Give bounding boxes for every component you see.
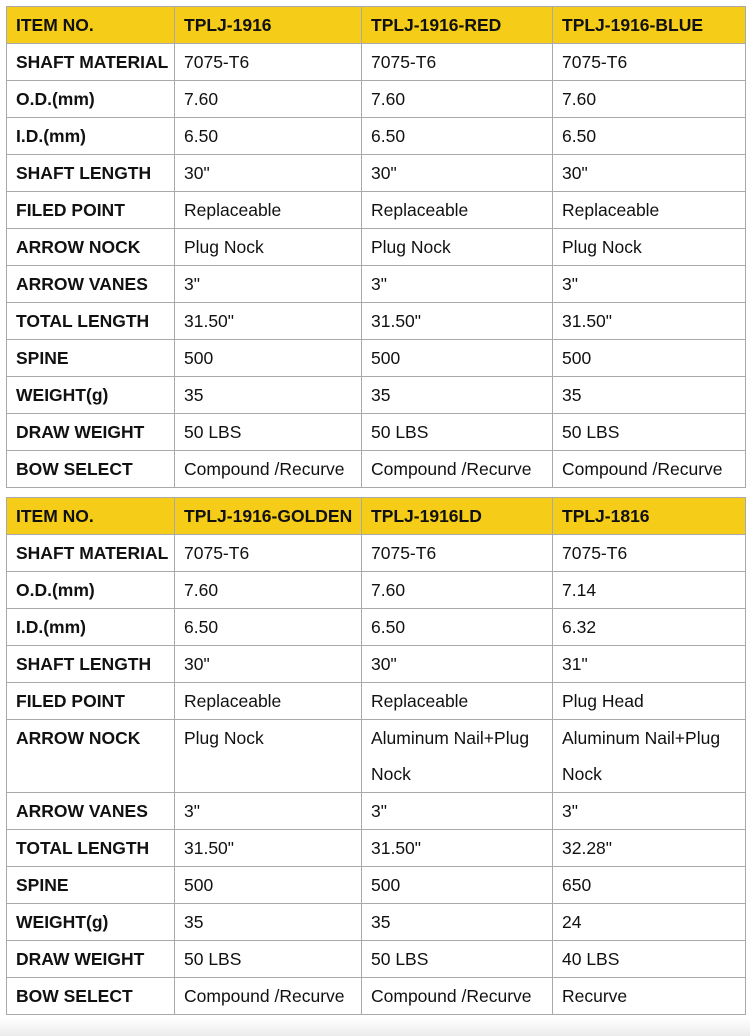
- value-cell: 7.60: [553, 81, 746, 118]
- value-cell: TPLJ-1916LD: [362, 498, 553, 535]
- value-cell: 500: [553, 340, 746, 377]
- table-row: [7, 266, 746, 303]
- value-cell: 500: [362, 340, 553, 377]
- value-cell: 31.50": [553, 303, 746, 340]
- value-cell: 24: [553, 904, 746, 941]
- value-cell: TPLJ-1916-BLUE: [553, 7, 746, 44]
- value-cell: 30": [362, 646, 553, 683]
- value-cell: 35: [553, 377, 746, 414]
- value-cell: Aluminum Nail+Plug Nock: [553, 720, 746, 793]
- table-row: [7, 720, 746, 793]
- value-cell: 35: [175, 904, 362, 941]
- row-label-cell: SHAFT MATERIAL: [7, 535, 175, 572]
- value-cell: Aluminum Nail+Plug Nock: [362, 720, 553, 793]
- table-row: [7, 340, 746, 377]
- value-cell: 35: [362, 377, 553, 414]
- row-label-cell: ITEM NO.: [7, 7, 175, 44]
- row-label-cell: O.D.(mm): [7, 81, 175, 118]
- table-row: [7, 44, 746, 81]
- value-cell: 3": [175, 266, 362, 303]
- value-cell: 30": [362, 155, 553, 192]
- value-cell: 6.50: [175, 609, 362, 646]
- spec-table-1-body: [7, 7, 746, 488]
- value-cell: 31.50": [175, 830, 362, 867]
- row-label-cell: TOTAL LENGTH: [7, 303, 175, 340]
- table-row: [7, 377, 746, 414]
- value-cell: 32.28": [553, 830, 746, 867]
- table-row: [7, 192, 746, 229]
- value-cell: 500: [175, 867, 362, 904]
- value-cell: 6.50: [362, 609, 553, 646]
- row-label-cell: ARROW NOCK: [7, 229, 175, 266]
- value-cell: TPLJ-1916: [175, 7, 362, 44]
- row-label-cell: ARROW VANES: [7, 793, 175, 830]
- value-cell: 31.50": [362, 830, 553, 867]
- value-cell: 35: [175, 377, 362, 414]
- header-row: [7, 7, 746, 44]
- value-cell: Plug Head: [553, 683, 746, 720]
- value-cell: TPLJ-1916-RED: [362, 7, 553, 44]
- value-cell: 6.50: [175, 118, 362, 155]
- value-cell: 30": [175, 646, 362, 683]
- value-cell: 6.50: [362, 118, 553, 155]
- row-label-cell: DRAW WEIGHT: [7, 414, 175, 451]
- row-label-cell: DRAW WEIGHT: [7, 941, 175, 978]
- value-cell: Plug Nock: [362, 229, 553, 266]
- table-row: [7, 155, 746, 192]
- value-cell: 31.50": [362, 303, 553, 340]
- table-row: [7, 118, 746, 155]
- value-cell: 7.60: [175, 572, 362, 609]
- value-cell: 30": [553, 155, 746, 192]
- table-row: [7, 867, 746, 904]
- value-cell: Replaceable: [362, 192, 553, 229]
- table-row: [7, 904, 746, 941]
- value-cell: 7.60: [362, 572, 553, 609]
- value-cell: Replaceable: [553, 192, 746, 229]
- value-cell: 40 LBS: [553, 941, 746, 978]
- table-row: [7, 303, 746, 340]
- row-label-cell: TOTAL LENGTH: [7, 830, 175, 867]
- value-cell: 3": [175, 793, 362, 830]
- row-label-cell: WEIGHT(g): [7, 904, 175, 941]
- spec-table-2-body: [7, 498, 746, 1015]
- table-row: [7, 941, 746, 978]
- row-label-cell: WEIGHT(g): [7, 377, 175, 414]
- value-cell: 7075-T6: [553, 44, 746, 81]
- value-cell: Compound /Recurve: [362, 978, 553, 1015]
- value-cell: Replaceable: [175, 192, 362, 229]
- row-label-cell: FILED POINT: [7, 192, 175, 229]
- table-row: [7, 229, 746, 266]
- row-label-cell: FILED POINT: [7, 683, 175, 720]
- value-cell: 3": [362, 266, 553, 303]
- row-label-cell: SHAFT MATERIAL: [7, 44, 175, 81]
- value-cell: 7075-T6: [553, 535, 746, 572]
- value-cell: 50 LBS: [175, 414, 362, 451]
- table-row: [7, 451, 746, 488]
- value-cell: Plug Nock: [553, 229, 746, 266]
- value-cell: 500: [175, 340, 362, 377]
- value-cell: 7.14: [553, 572, 746, 609]
- value-cell: 7075-T6: [362, 535, 553, 572]
- row-label-cell: ARROW NOCK: [7, 720, 175, 793]
- table-row: [7, 646, 746, 683]
- value-cell: 35: [362, 904, 553, 941]
- value-cell: 50 LBS: [362, 941, 553, 978]
- row-label-cell: SPINE: [7, 340, 175, 377]
- table-row: [7, 572, 746, 609]
- value-cell: 3": [362, 793, 553, 830]
- table-row: [7, 414, 746, 451]
- value-cell: Compound /Recurve: [553, 451, 746, 488]
- value-cell: Replaceable: [362, 683, 553, 720]
- row-label-cell: BOW SELECT: [7, 451, 175, 488]
- value-cell: 50 LBS: [362, 414, 553, 451]
- value-cell: 7.60: [175, 81, 362, 118]
- header-row: [7, 498, 746, 535]
- value-cell: 7075-T6: [175, 44, 362, 81]
- value-cell: 650: [553, 867, 746, 904]
- row-label-cell: ITEM NO.: [7, 498, 175, 535]
- value-cell: 31": [553, 646, 746, 683]
- value-cell: 7075-T6: [362, 44, 553, 81]
- value-cell: Recurve: [553, 978, 746, 1015]
- value-cell: 3": [553, 793, 746, 830]
- table-row: [7, 683, 746, 720]
- value-cell: Replaceable: [175, 683, 362, 720]
- spec-table-2: [6, 497, 746, 1015]
- table-row: [7, 830, 746, 867]
- value-cell: Compound /Recurve: [175, 978, 362, 1015]
- row-label-cell: SHAFT LENGTH: [7, 155, 175, 192]
- value-cell: Compound /Recurve: [362, 451, 553, 488]
- row-label-cell: BOW SELECT: [7, 978, 175, 1015]
- row-label-cell: I.D.(mm): [7, 118, 175, 155]
- table-row: [7, 609, 746, 646]
- row-label-cell: SHAFT LENGTH: [7, 646, 175, 683]
- value-cell: 500: [362, 867, 553, 904]
- table-row: [7, 978, 746, 1015]
- value-cell: 7.60: [362, 81, 553, 118]
- value-cell: 6.32: [553, 609, 746, 646]
- value-cell: 31.50": [175, 303, 362, 340]
- value-cell: 50 LBS: [553, 414, 746, 451]
- row-label-cell: SPINE: [7, 867, 175, 904]
- table-row: [7, 81, 746, 118]
- value-cell: 6.50: [553, 118, 746, 155]
- value-cell: 50 LBS: [175, 941, 362, 978]
- value-cell: Plug Nock: [175, 229, 362, 266]
- row-label-cell: I.D.(mm): [7, 609, 175, 646]
- value-cell: TPLJ-1916-GOLDEN: [175, 498, 362, 535]
- value-cell: TPLJ-1816: [553, 498, 746, 535]
- value-cell: 3": [553, 266, 746, 303]
- table-row: [7, 793, 746, 830]
- row-label-cell: ARROW VANES: [7, 266, 175, 303]
- value-cell: 30": [175, 155, 362, 192]
- value-cell: 7075-T6: [175, 535, 362, 572]
- value-cell: Compound /Recurve: [175, 451, 362, 488]
- table-row: [7, 535, 746, 572]
- value-cell: Plug Nock: [175, 720, 362, 793]
- bottom-shadow-bar: [0, 1018, 750, 1036]
- row-label-cell: O.D.(mm): [7, 572, 175, 609]
- spec-table-1: [6, 6, 746, 488]
